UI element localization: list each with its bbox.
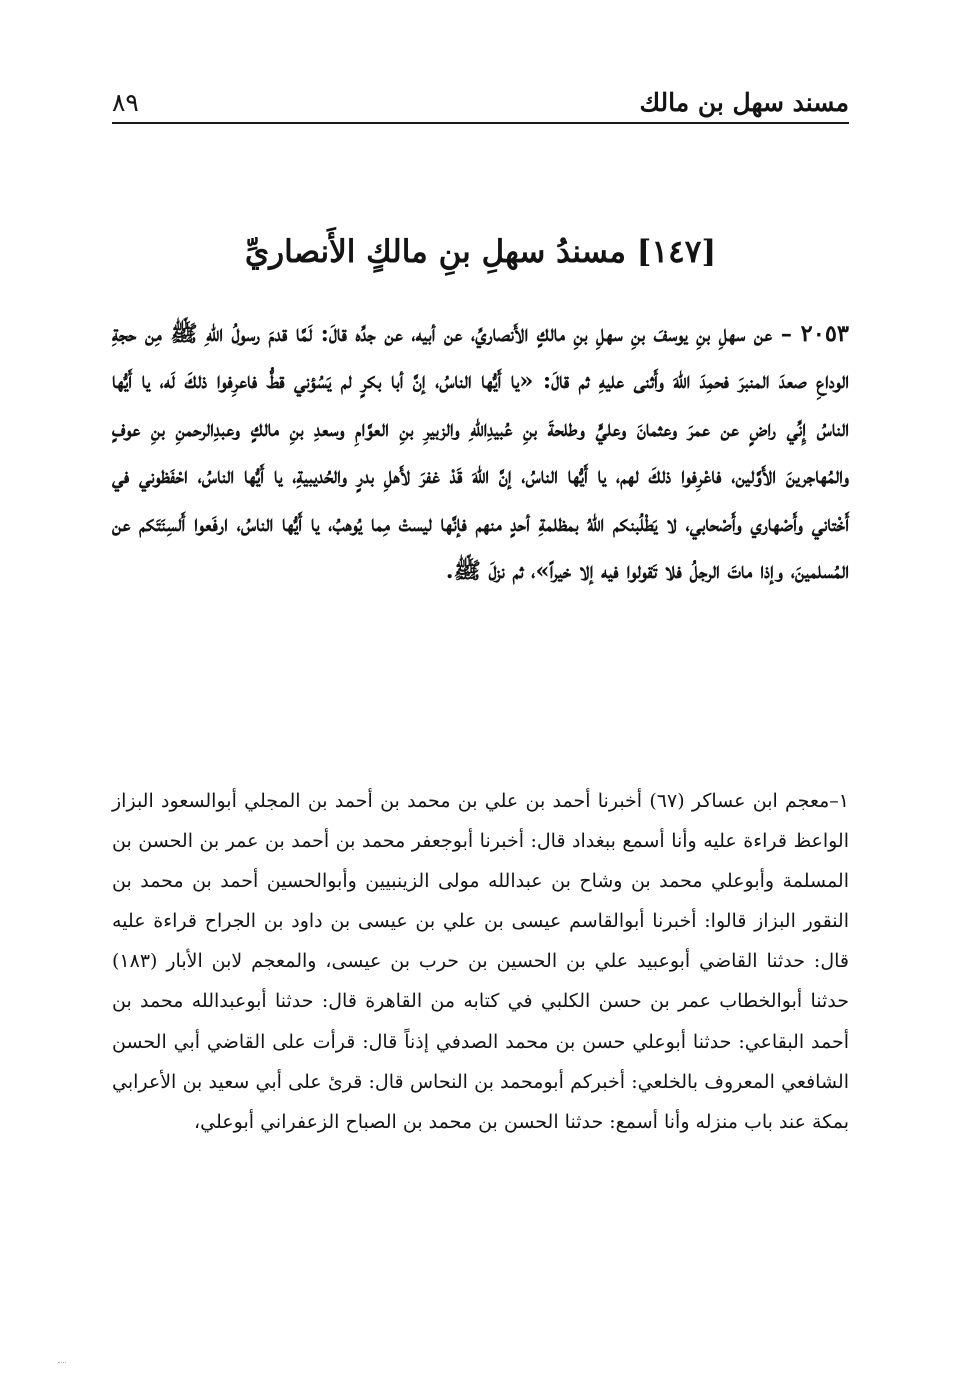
- footnote-paragraph: ١–معجم ابن عساكر (٦٧) أخبرنا أحمد بن علي بن محمد بن أحمد بن المجلي أبوالسعود البزاز الواعظ قراءة عليه وأنا أسمع ببغداد قال: أخبرنا أبوجعفر محمد بن أحمد بن عمر بن الحسن بن المسلمة وأبوعلي محمد بن وشاح بن عبدالله مولى الزينبيين وأبوالحسين أحمد بن محمد بن النقور البزاز قالوا: أخبرنا أبوالقاسم عيسى بن علي بن عيسى بن داود بن الجراح قراءة عليه قال: حدثنا القاضي أبوعبيد علي بن الحسين بن حرب بن عيسى، والمعجم لابن الأبار (١٨٣) حدثنا أبوالخطاب عمر بن حسن الكلبي في كتابه من القاهرة قال: حدثنا أبوعبدالله محمد بن أحمد البقاعي: حدثنا أبوعلي حسن بن محمد الصدفي إذناً قال: قرأت على القاضي أبي الحسن الشافعي المعروف بالخلعي: أخبركم أبومحمد بن النحاس قال: قرئ على أبي سعيد بن الأعرابي بمكة عند باب منزله وأنا أسمع: حدثنا الحسن بن محمد بن الصباح الزعفراني أبوعلي،: [112, 790, 850, 1133]
- hadith-paragraph: [112, 311, 849, 597]
- hadith-text: عن سهلِ بنِ يوسفَ بنِ سهلِ بنِ مالكٍ الأَنصاريِّ، عن أبيه، عن جدِّه قالَ: لَمَّا قدمَ رسولُ اللهِ ﷺ مِن حجةِ الوداعِ صعدَ المنبرَ فحمِدَ اللهَ وأَثنى عليهِ ثم قالَ: «يا أَيُّها الناسُ، إنَّ أبا بكرٍ لم يَسُؤني قطُّ فاعرِفوا ذلكَ لَه، يا أَيُّها الناسُ إِنِّي راضٍ عن عمرَ وعثمانَ وعليٍّ وطلحةَ بنِ عُبيدِاللهِ والزبيرِ بنِ العوَّامِ وسعدِ بنِ مالكٍ وعبدِالرحمنِ بنِ عوفٍ والمُهاجرينَ الأَوَّلين، فاعْرِفوا ذلكَ لهم، يا أَيُّها الناسُ، إنَّ اللهَ قَدْ غفرَ لأَهلِ بدرٍ والحُديبيةِ، يا أَيُّها الناسُ، احْفَظوني في أَخْتاني وأَصْهاري وأَصْحابي، لا يَطْلُبنكم اللهُ بمظلمةِ أحدٍ منهم فإنَّها ليستْ مِما يُوهبُ، يا أَيُّها الناسُ، ارفَعوا أَلسِنَتَكم عن المُسلمينَ، وإذا ماتَ الرجلُ فلا تَقولوا فيه إلا خيراً»، ثم نزلَ ﷺ.: [112, 320, 849, 585]
- running-header: [112, 80, 849, 120]
- scan-mark: [58, 1362, 66, 1364]
- header-rule: [112, 122, 849, 124]
- hadith-number: ٢٠٥٣ –: [780, 320, 849, 347]
- running-title: مسند سهل بن مالك: [639, 88, 849, 117]
- page-number: ٨٩: [112, 88, 139, 117]
- chapter-heading: [١٤٧] مسندُ سهلِ بنِ مالكٍ الأَنصاريِّ: [244, 233, 717, 270]
